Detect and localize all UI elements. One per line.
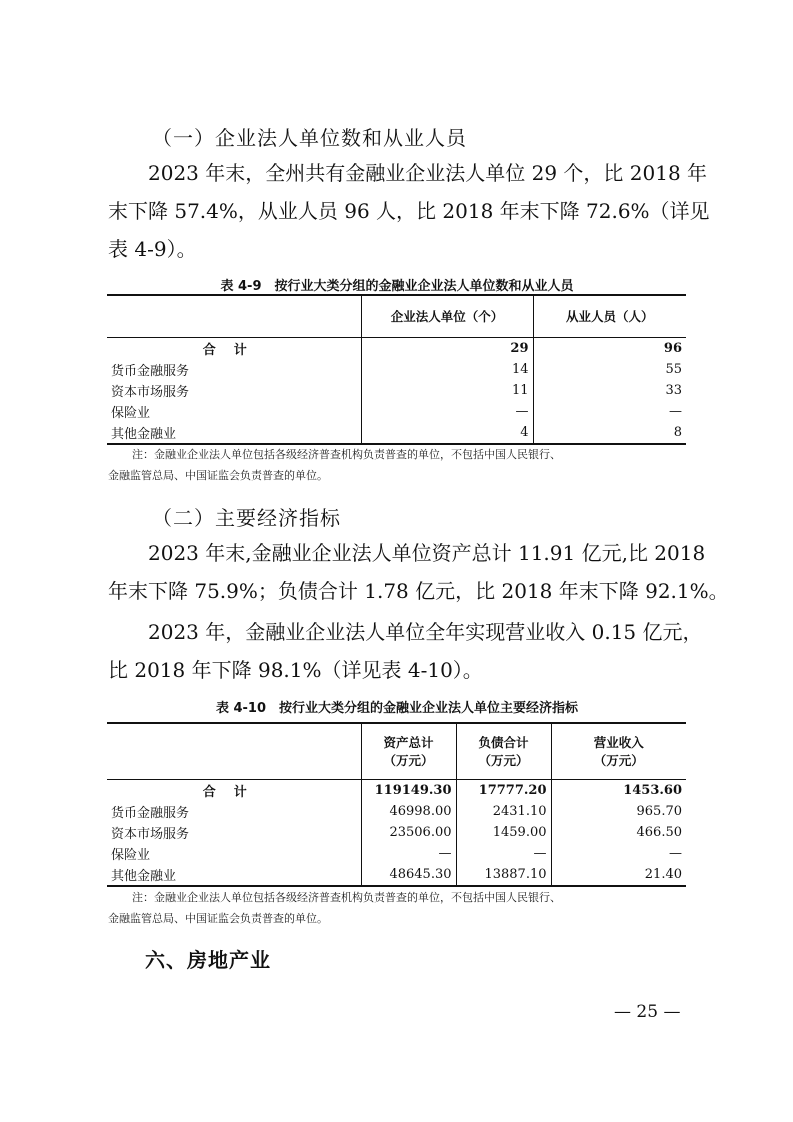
table-row	[107, 401, 686, 422]
table-row	[107, 422, 686, 444]
cell-value: 23506.00	[361, 822, 456, 843]
cell-value: —	[551, 843, 686, 864]
header-line: （万元）	[593, 753, 644, 769]
cell-value: —	[361, 843, 456, 864]
section-heading-units-employees: （一）企业法人单位数和从业人员	[152, 126, 467, 150]
header-line: 营业收入	[593, 735, 644, 751]
cell-value: 46998.00	[361, 801, 456, 822]
row-label: 其他金融业	[107, 864, 361, 886]
header-cell-assets	[361, 723, 456, 779]
header-line: 负债合计	[478, 735, 529, 751]
cell-value: 55	[533, 359, 686, 380]
cell-value: 48645.30	[361, 864, 456, 886]
section-heading-real-estate: 六、房地产业	[145, 948, 271, 972]
cell-value: 33	[533, 380, 686, 401]
table-row	[107, 801, 686, 822]
paragraph-line: 2023 年末，全州共有金融业企业法人单位 29 个，比 2018 年	[148, 161, 708, 185]
paragraph-line: 2023 年，金融业企业法人单位全年实现营业收入 0.15 亿元，	[148, 620, 703, 644]
cell-value: —	[361, 401, 533, 422]
cell-value: 1453.60	[551, 779, 686, 801]
cell-value: 96	[533, 337, 686, 359]
section-heading-economic-indicators: （二）主要经济指标	[152, 506, 341, 530]
cell-value: 466.50	[551, 822, 686, 843]
note-line: 注：金融业企业法人单位包括各级经济普查机构负责普查的单位，不包括中国人民银行、	[132, 448, 561, 461]
table-note-4-10	[108, 887, 686, 929]
row-label: 保险业	[111, 406, 151, 421]
row-label: 货币金融服务	[111, 364, 190, 379]
cell-value: 21.40	[551, 864, 686, 886]
header-line: 资产总计	[383, 735, 434, 751]
table-row-total	[107, 779, 686, 801]
table-header-row	[107, 723, 686, 779]
paragraph-line: 年末下降 75.9%；负债合计 1.78 亿元，比 2018 年末下降 92.1%。	[108, 579, 729, 603]
cell-value: 17777.20	[456, 779, 551, 801]
cell-value: 965.70	[551, 801, 686, 822]
header-cell	[107, 723, 361, 779]
table-header-row	[107, 295, 686, 337]
row-label: 资本市场服务	[111, 385, 190, 400]
cell-value: 11	[361, 380, 533, 401]
header-cell-revenue	[551, 723, 686, 779]
cell-value: 119149.30	[361, 779, 456, 801]
header-cell	[107, 295, 361, 337]
header-cell: 企业法人单位（个）	[361, 295, 533, 337]
table-caption-4-10: 表 4-10 按行业大类分组的金融业企业法人单位主要经济指标	[215, 701, 579, 716]
row-label: 保险业	[111, 848, 151, 863]
paragraph-line: 表 4-9）。	[108, 237, 197, 261]
table-row	[107, 822, 686, 843]
row-label: 合计	[202, 342, 265, 358]
table-row	[107, 380, 686, 401]
table-4-10	[107, 722, 686, 887]
paragraph-units-employees	[108, 154, 710, 268]
cell-value: 1459.00	[456, 822, 551, 843]
paragraph-assets-liabilities	[108, 534, 729, 610]
header-line: （万元）	[383, 753, 434, 769]
cell-value: 14	[361, 359, 533, 380]
header-cell-liabilities	[456, 723, 551, 779]
table-note-4-9	[108, 444, 686, 486]
note-line: 注：金融业企业法人单位包括各级经济普查机构负责普查的单位，不包括中国人民银行、	[132, 891, 561, 904]
table-caption-4-9: 表 4-9 按行业大类分组的金融业企业法人单位数和从业人员	[220, 279, 574, 294]
table-4-9	[107, 294, 686, 445]
header-line: （万元）	[478, 753, 529, 769]
row-label: 合计	[202, 784, 265, 800]
cell-value: 29	[361, 337, 533, 359]
cell-value: —	[456, 843, 551, 864]
note-line: 金融监管总局、中国证监会负责普查的单位。	[108, 469, 328, 482]
cell-value: —	[533, 401, 686, 422]
cell-value: 4	[361, 422, 533, 444]
row-label: 货币金融服务	[111, 806, 190, 821]
table-row	[107, 864, 686, 886]
paragraph-line: 末下降 57.4%，从业人员 96 人，比 2018 年末下降 72.6%（详见	[108, 199, 710, 223]
cell-value: 13887.10	[456, 864, 551, 886]
row-label: 资本市场服务	[111, 827, 190, 842]
table-row-total	[107, 337, 686, 359]
page-number: — 25 —	[614, 1002, 681, 1022]
paragraph-line: 比 2018 年下降 98.1%（详见表 4-10）。	[108, 658, 483, 682]
row-label: 其他金融业	[107, 422, 361, 444]
header-cell: 从业人员（人）	[533, 295, 686, 337]
table-row	[107, 843, 686, 864]
cell-value: 2431.10	[456, 801, 551, 822]
table-row	[107, 359, 686, 380]
cell-value: 8	[533, 422, 686, 444]
paragraph-revenue	[108, 613, 703, 689]
note-line: 金融监管总局、中国证监会负责普查的单位。	[108, 912, 328, 925]
paragraph-line: 2023 年末,金融业企业法人单位资产总计 11.91 亿元,比 2018	[148, 541, 706, 565]
